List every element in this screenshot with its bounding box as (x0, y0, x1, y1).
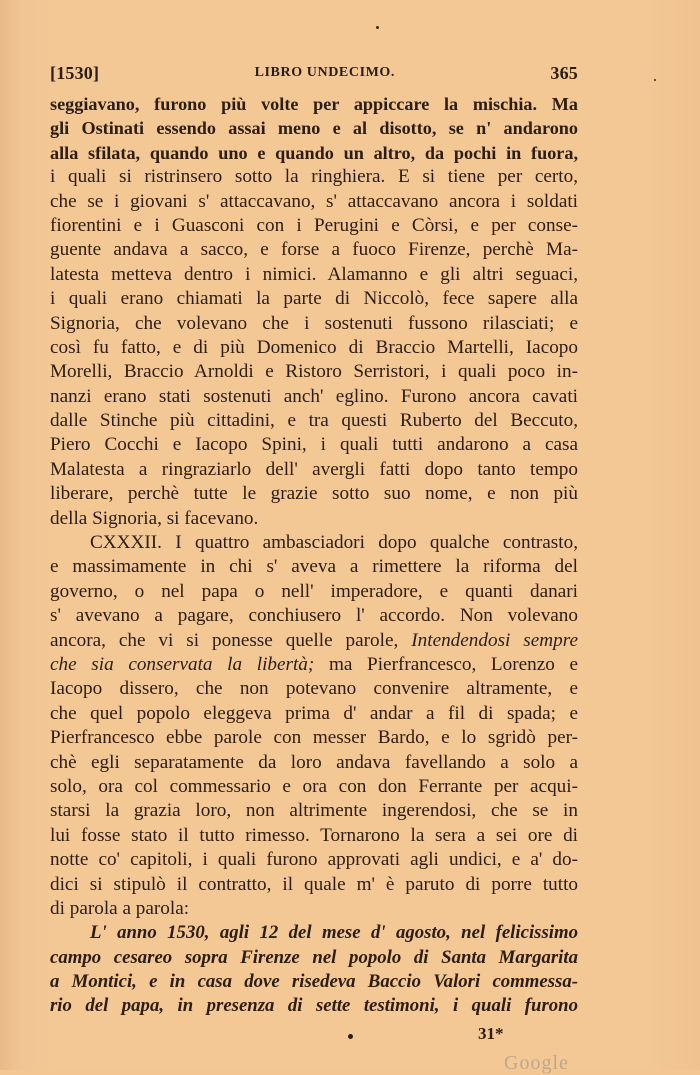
body-text (50, 92, 578, 1019)
text-line: i quali erano chiamati la parte di Niccolò, fece sapere alla (50, 288, 578, 310)
text-segment: ancora, che vi si ponesse quelle parole, (50, 629, 399, 651)
text-line: che se i giovani s' attaccavano, s' attaccavano ancora i soldati (50, 190, 578, 212)
text-line: rio del papa, in presenza di sette testimoni, i quali furono (50, 995, 578, 1017)
watermark: Google (504, 1052, 569, 1074)
text-line: Iacopo dissero, che non potevano convenire altramente, e (50, 678, 578, 700)
text-line: gli Ostinati essendo assai meno e al disotto, se n' andarono (50, 118, 578, 139)
text-line: dalle Stinche più cittadini, e tra questi Ruberto del Beccuto, (50, 410, 578, 432)
text-line: Piero Cocchi e Iacopo Spini, i quali tutti andarono a casa (50, 434, 578, 456)
text-line: i quali si ristrinsero sotto la ringhiera. E si tiene per certo, (50, 166, 578, 188)
page-number: 365 (550, 62, 578, 83)
text-line: fiorentini e i Guasconi con i Perugini e Còrsi, e per conse- (50, 214, 578, 236)
text-line: dici si stipulò il contratto, il quale m' è paruto di porre tutto (50, 873, 578, 895)
signature-mark: 31* (478, 1024, 504, 1043)
text-line: s' avevano a pagare, conchiusero l' accordo. Non volevano (50, 605, 578, 627)
text-line: così fu fatto, e di più Domenico di Braccio Martelli, Iacopo (50, 336, 578, 358)
page-header (50, 63, 578, 83)
text-line: Pierfrancesco ebbe parole con messer Bardo, e lo sgridò per- (50, 727, 578, 749)
text-line: solo, ora col commessario e ora con don Ferrante per acqui- (50, 775, 578, 797)
text-line: starsi la grazia loro, non altrimente ingerendosi, che se in (50, 800, 578, 822)
text-line: nanzi erano stati sostenuti anch' eglino. Furono ancora cavati (50, 385, 578, 407)
text-line: CXXXII. I quattro ambasciadori dopo qualche contrasto, (90, 532, 578, 554)
ink-speck (376, 26, 379, 29)
text-line (50, 653, 578, 677)
text-line: e massimamente in chi s' aveva a rimettere la riforma del (50, 556, 578, 578)
text-line: Morelli, Braccio Arnoldi e Ristoro Serristori, i quali poco in- (50, 361, 578, 383)
text-line: Malatesta a ringraziarlo dell' avergli fatti dopo tanto tempo (50, 458, 578, 480)
ink-speck (654, 79, 656, 81)
italic-quote: Intendendosi sempre (411, 629, 578, 651)
header-year: [1530] (50, 62, 100, 83)
text-line: lui fosse stato il tutto rimesso. Tornarono la sera a sei ore di (50, 824, 578, 846)
text-line: a Montici, e in casa dove risedeva Baccio Valori commessa- (50, 971, 578, 993)
text-segment: ma Pierfrancesco, Lorenzo e (328, 653, 578, 675)
text-line: della Signoria, si facevano. (50, 507, 259, 529)
text-line: Signoria, che volevano che i sostenuti fussono rilasciati; e (50, 312, 578, 334)
text-line: guente andava a sacco, e forse a fuoco Firenze, perchè Ma- (50, 239, 578, 261)
italic-quote: che sia conservata la libertà; (50, 653, 315, 675)
text-line: liberare, perchè tutte le grazie sotto suo nome, e non più (50, 483, 578, 505)
text-line: alla sfilata, quando uno e quando un altro, da pochi in fuora, (50, 142, 578, 163)
text-line: di parola a parola: (50, 897, 190, 919)
text-line: chè egli separatamente da loro andava favellando a solo a (50, 751, 578, 773)
text-line: L' anno 1530, agli 12 del mese d' agosto, nel felicissimo (90, 922, 578, 944)
text-line (50, 629, 578, 653)
text-line: che quel popolo eleggeva prima d' andar a fil di spada; e (50, 702, 578, 724)
text-line: notte co' capitoli, i quali furono approvati agli undici, e a' do- (50, 849, 578, 871)
footer-dot (348, 1034, 353, 1039)
text-line: governo, o nel papa o nell' imperadore, e quanti danari (50, 580, 578, 602)
text-line: latesta metteva dentro i nimici. Alamanno e gli altri seguaci, (50, 263, 578, 285)
header-title: LIBRO UNDECIMO. (254, 65, 396, 80)
text-line: seggiavano, furono più volte per appiccare la mischia. Ma (50, 94, 578, 114)
text-line: campo cesareo sopra Firenze nel popolo di Santa Margarita (50, 946, 578, 968)
